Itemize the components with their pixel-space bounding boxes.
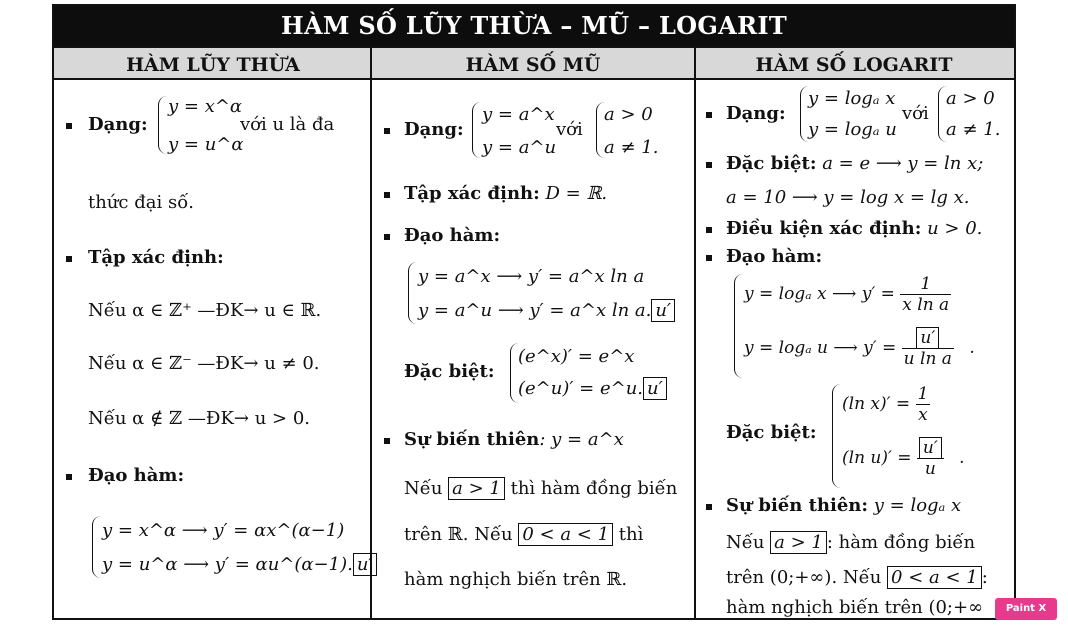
c3-nghich: hàm nghịch biến trên (0;+∞ xyxy=(726,597,984,618)
brace-icon xyxy=(92,516,101,578)
c3-daoham-label: Đạo hàm: xyxy=(726,246,823,267)
c3-dang-l2: y = logₐ u xyxy=(808,119,897,140)
bullet-icon xyxy=(384,234,390,240)
c1-dang-label: Dạng: xyxy=(88,114,148,135)
c3-dkxd: Điều kiện xác định: u > 0. xyxy=(726,218,983,239)
c1-daoham-label: Đạo hàm: xyxy=(88,465,185,486)
bullet-icon xyxy=(384,128,390,134)
bullet-icon xyxy=(706,162,712,168)
bullet-icon xyxy=(66,256,72,262)
c1-dang-l2: y = u^α xyxy=(168,134,244,155)
header-power-function: HÀM LŨY THỪA xyxy=(54,46,372,80)
c3-db-line2: a = 10 ⟶ y = log x = lg x. xyxy=(726,187,970,208)
c3-voi: với xyxy=(902,103,929,124)
brace-icon xyxy=(734,274,743,378)
column-divider-2 xyxy=(694,46,696,618)
c2-neu-line: Nếu a > 1 thì hàm đồng biến xyxy=(404,478,678,499)
c3-cond2: a ≠ 1. xyxy=(946,119,1001,140)
c1-dh2: y = u^α ⟶ y′ = αu^(α−1). u′ xyxy=(102,554,377,575)
brace-icon xyxy=(832,384,841,488)
bullet-icon xyxy=(66,474,72,480)
c3-db-line1: Đặc biệt: a = e ⟶ y = ln x; xyxy=(726,153,984,174)
c2-cond2: a ≠ 1. xyxy=(604,137,659,158)
c3-tren-line: trên (0;+∞). Nếu 0 < a < 1 : xyxy=(726,567,988,588)
c3-sbt: Sự biến thiên: y = logₐ x xyxy=(726,495,962,516)
bullet-icon xyxy=(384,438,390,444)
c3-db1: (ln x)′ = $\frac{1}{x}$ xyxy=(842,384,929,425)
c1-neu2: Nếu α ∈ ℤ⁻ —ĐK→ u ≠ 0. xyxy=(88,353,320,374)
column-divider-1 xyxy=(370,46,372,618)
c1-neu3: Nếu α ∉ ℤ —ĐK→ u > 0. xyxy=(88,408,310,429)
c2-voi: với xyxy=(556,119,583,140)
bullet-icon xyxy=(66,123,72,129)
c2-nghich: hàm nghịch biến trên ℝ. xyxy=(404,569,628,590)
bullet-icon xyxy=(706,255,712,261)
c2-daoham-label: Đạo hàm: xyxy=(404,225,501,246)
c3-dh2: y = logₐ u ⟶ y′ = $\frac{u'}{\text{u ln a}}$ . xyxy=(744,328,975,369)
c2-cond1: a > 0 xyxy=(604,104,653,125)
c3-dang-l1: y = logₐ x xyxy=(808,88,896,109)
bullet-icon xyxy=(384,192,390,198)
c2-dh2: y = a^u ⟶ y′ = a^x ln a. u′ xyxy=(418,300,675,321)
c3-dh1: y = logₐ x ⟶ y′ = $\frac{1}{\text{x ln a}}$ xyxy=(744,274,950,315)
c2-dang-l1: y = a^x xyxy=(482,104,555,125)
c3-db2: (ln u)′ = $\frac{u'}{u}$ . xyxy=(842,438,965,479)
formula-table xyxy=(52,4,1016,620)
c2-db-label: Đặc biệt: xyxy=(404,361,495,382)
c1-dang-suffix: với u là đa xyxy=(240,114,335,135)
c1-dang-l1: y = x^α xyxy=(168,96,243,117)
c3-neu-line: Nếu a > 1 : hàm đồng biến xyxy=(726,532,976,553)
c1-txd-label: Tập xác định: xyxy=(88,247,224,268)
c2-dang-l2: y = a^u xyxy=(482,137,557,158)
c2-db1: (e^x)′ = e^x xyxy=(518,346,635,367)
c2-sbt: Sự biến thiên: y = a^x xyxy=(404,429,624,450)
paint-x-lite-watermark: Paint X lite xyxy=(995,598,1057,620)
c2-tren-line: trên ℝ. Nếu 0 < a < 1 thì xyxy=(404,524,644,545)
c3-cond1: a > 0 xyxy=(946,88,995,109)
header-logarithm-function: HÀM SỐ LOGARIT xyxy=(694,46,1014,80)
bullet-icon xyxy=(706,227,712,233)
c1-dh1: y = x^α ⟶ y′ = αx^(α−1) xyxy=(102,520,345,541)
brace-icon xyxy=(408,262,417,324)
c2-db2: (e^u)′ = e^u. u′ xyxy=(518,378,667,399)
brace-icon xyxy=(472,102,481,158)
bullet-icon xyxy=(706,504,712,510)
c2-dh1: y = a^x ⟶ y′ = a^x ln a xyxy=(418,266,645,287)
c3-db-label: Đặc biệt: xyxy=(726,422,817,443)
brace-icon xyxy=(158,96,167,154)
c1-neu1: Nếu α ∈ ℤ⁺ —ĐK→ u ∈ ℝ. xyxy=(88,300,322,321)
header-exponential-function: HÀM SỐ MŨ xyxy=(372,46,694,80)
c2-txd: Tập xác định: D = ℝ. xyxy=(404,183,608,204)
c1-dang-cont: thức đại số. xyxy=(88,192,194,213)
bullet-icon xyxy=(706,112,712,118)
c3-dang-label: Dạng: xyxy=(726,103,786,124)
table-title: HÀM SỐ LŨY THỪA – MŨ – LOGARIT xyxy=(54,6,1014,46)
c2-dang-label: Dạng: xyxy=(404,119,464,140)
